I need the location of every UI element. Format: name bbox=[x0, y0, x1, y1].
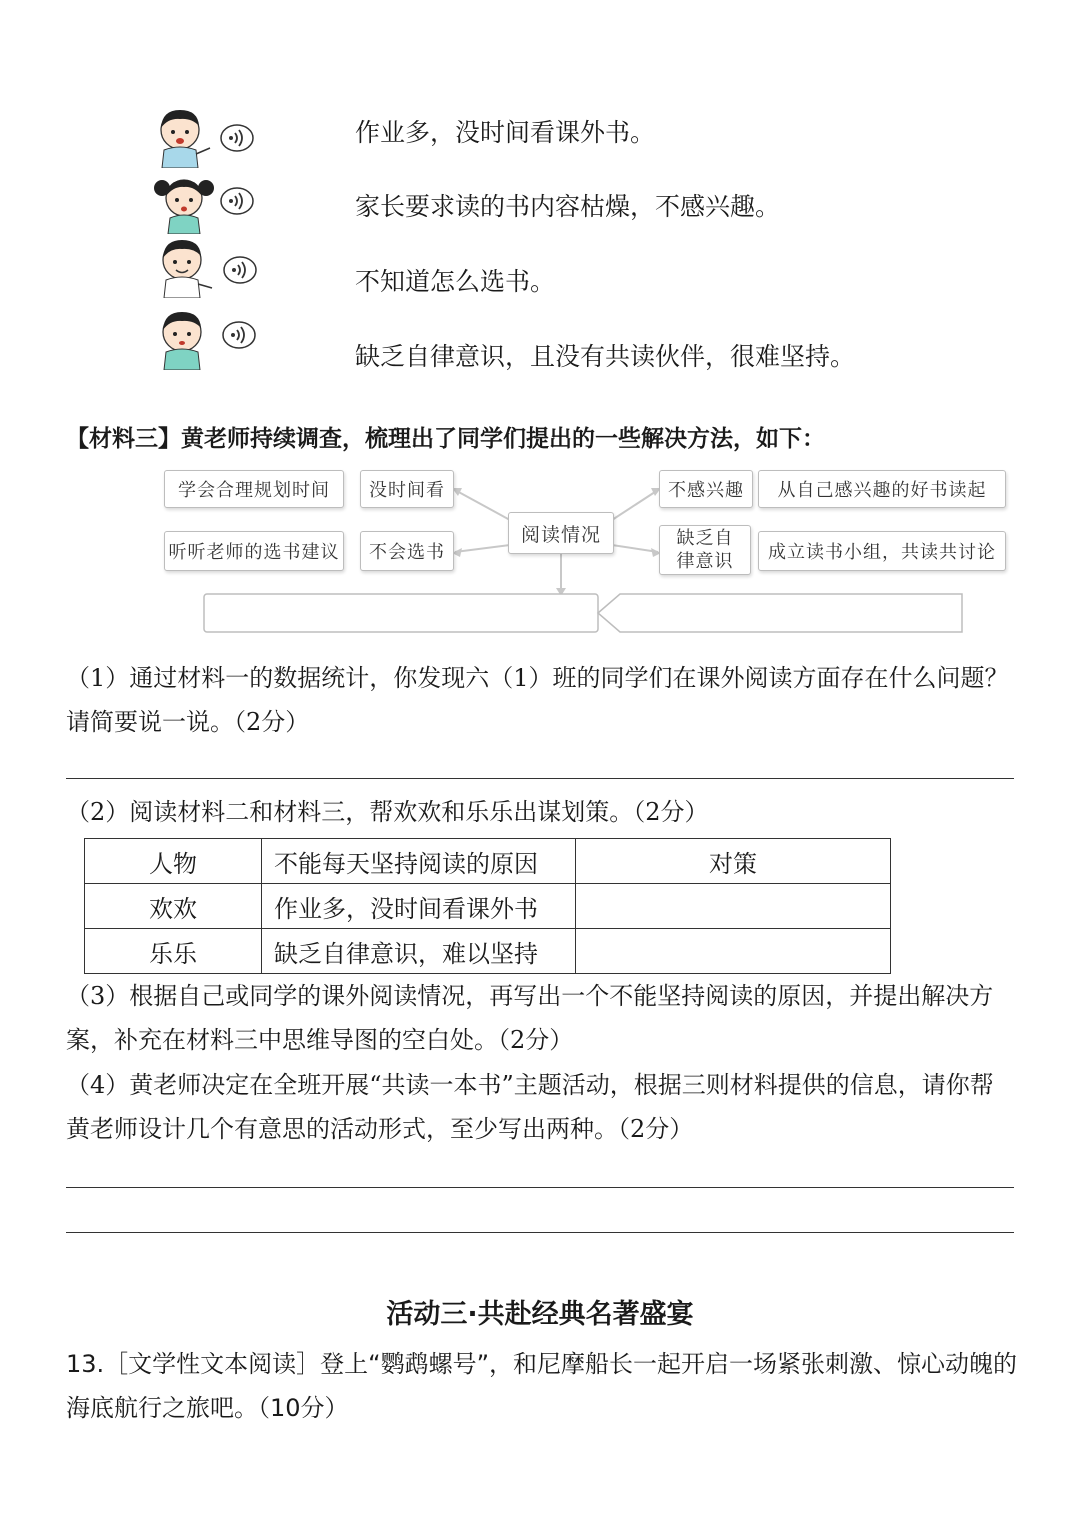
table-header-cell: 不能每天坚持阅读的原因 bbox=[262, 839, 576, 884]
speech-text: 作业多，没时间看课外书。 bbox=[355, 118, 656, 147]
strategy-table bbox=[84, 838, 891, 974]
mindmap-solution-left-top: 学会合理规划时间 bbox=[164, 470, 344, 508]
table-row bbox=[85, 884, 891, 929]
mindmap-center-node: 阅读情况 bbox=[508, 512, 614, 554]
table-header-cell: 对策 bbox=[576, 839, 891, 884]
speech-text: 家长要求读的书内容枯燥，不感兴趣。 bbox=[355, 192, 781, 221]
table-header-row bbox=[85, 839, 891, 884]
question-13: 13.［文学性文本阅读］登上“鹦鹉螺号”，和尼摩船长一起开启一场紧张刺激、惊心动魄的海底航行之旅吧。（10分） bbox=[66, 1350, 1018, 1422]
speech-text: 缺乏自律意识，且没有共读伙伴，很难坚持。 bbox=[355, 342, 856, 371]
mindmap-problem-left-top: 没时间看 bbox=[360, 470, 454, 508]
question-2: （2）阅读材料二和材料三，帮欢欢和乐乐出谋划策。（2分） bbox=[66, 798, 709, 826]
table-cell-person: 乐乐 bbox=[85, 929, 262, 974]
table-cell-strategy-blank[interactable] bbox=[576, 929, 891, 974]
activity-three-title: 活动三·共赴经典名著盛宴 bbox=[386, 1299, 694, 1330]
table-cell-reason: 缺乏自律意识，难以坚持 bbox=[262, 929, 576, 974]
mindmap-solution-right-top: 从自己感兴趣的好书读起 bbox=[758, 470, 1006, 508]
table-header-cell: 人物 bbox=[85, 839, 262, 884]
material-three-heading: 【材料三】黄老师持续调查，梳理出了同学们提出的一些解决方法，如下： bbox=[66, 426, 825, 452]
answer-line[interactable] bbox=[66, 1187, 1014, 1188]
question-1: （1）通过材料一的数据统计，你发现六（1）班的同学们在课外阅读方面存在什么问题？请简要说一说。（2分） bbox=[66, 664, 1009, 736]
mindmap-problem-right-top: 不感兴趣 bbox=[659, 470, 753, 508]
mindmap-problem-left-bottom: 不会选书 bbox=[360, 531, 454, 571]
mindmap-problem-right-bottom: 缺乏自律意识 bbox=[659, 525, 751, 575]
table-cell-person: 欢欢 bbox=[85, 884, 262, 929]
mindmap-solution-left-bottom: 听听老师的选书建议 bbox=[164, 531, 344, 571]
table-cell-reason: 作业多，没时间看课外书 bbox=[262, 884, 576, 929]
question-4: （4）黄老师决定在全班开展“共读一本书”主题活动，根据三则材料提供的信息，请你帮黄老师设计几个有意思的活动形式，至少写出两种。（2分） bbox=[66, 1071, 994, 1143]
answer-line[interactable] bbox=[66, 1232, 1014, 1233]
speech-text: 不知道怎么选书。 bbox=[355, 267, 556, 296]
mindmap-solution-right-bottom: 成立读书小组，共读共讨论 bbox=[758, 531, 1006, 571]
question-3: （3）根据自己或同学的课外阅读情况，再写出一个不能坚持阅读的原因，并提出解决方案，补充在材料三中思维导图的空白处。（2分） bbox=[66, 982, 994, 1054]
answer-line[interactable] bbox=[66, 778, 1014, 779]
table-cell-strategy-blank[interactable] bbox=[576, 884, 891, 929]
table-row bbox=[85, 929, 891, 974]
